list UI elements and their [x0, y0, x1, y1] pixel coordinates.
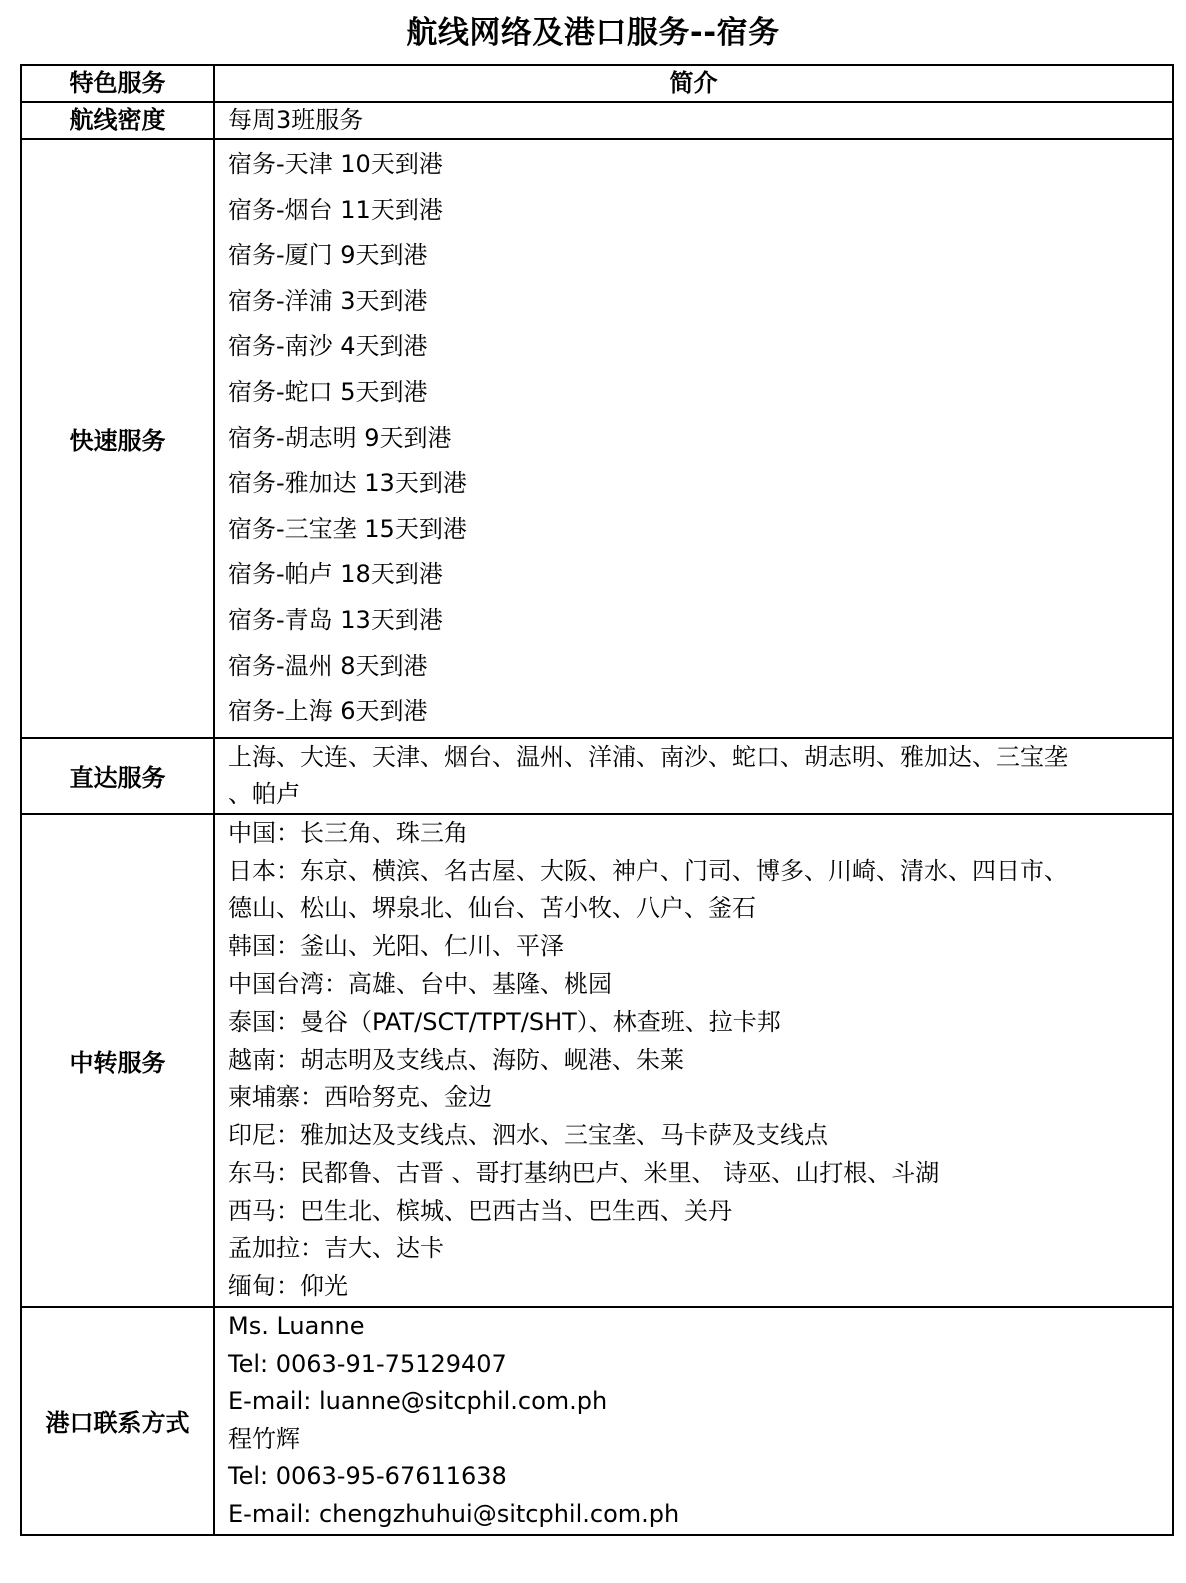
direct-service-list — [214, 738, 1173, 814]
route-density-text: 每周3班服务 — [214, 102, 1173, 139]
document-title: 航线网络及港口服务--宿务 — [406, 15, 780, 51]
express-service-list — [214, 139, 1173, 738]
list-item: 柬埔寨：西哈努克、金边 — [228, 1083, 492, 1112]
service-table — [20, 64, 1174, 1536]
list-item: 宿务-蛇口 5天到港 — [228, 377, 428, 406]
row-label-direct-service: 直达服务 — [21, 738, 214, 814]
list-item: 宿务-天津 10天到港 — [228, 150, 443, 178]
list-item: 泰国：曼谷（PAT/SCT/TPT/SHT）、林查班、拉卡邦 — [228, 1007, 781, 1036]
list-item: 韩国：釜山、光阳、仁川、平泽 — [228, 932, 564, 961]
contact-email: E-mail: chengzhuhui@sitcphil.com.ph — [228, 1500, 680, 1529]
list-item: 东马：民都鲁、古晋 、哥打基纳巴卢、米里、 诗巫、山打根、斗湖 — [228, 1158, 940, 1187]
list-item: 缅甸：仰光 — [228, 1272, 348, 1301]
list-item: 宿务-南沙 4天到港 — [228, 332, 428, 361]
list-item: 日本：东京、横滨、名古屋、大阪、神户、门司、博多、川崎、清水、四日市、 — [228, 856, 1068, 885]
contact-phone: Tel: 0063-91-75129407 — [228, 1349, 507, 1378]
list-item: 宿务-雅加达 13天到港 — [228, 469, 467, 498]
transfer-service-list — [214, 814, 1173, 1307]
list-item: 宿务-三宝垄 15天到港 — [228, 514, 467, 543]
list-item: 宿务-帕卢 18天到港 — [228, 560, 443, 589]
list-item: 宿务-胡志明 9天到港 — [228, 423, 452, 452]
list-item: 宿务-烟台 11天到港 — [228, 195, 443, 224]
table-row-route-density — [21, 102, 1173, 139]
list-item: 中国：长三角、珠三角 — [228, 818, 468, 847]
table-row-express-service — [21, 139, 1173, 738]
list-item: 宿务-厦门 9天到港 — [228, 241, 428, 270]
list-item: 德山、松山、堺泉北、仙台、苫小牧、八户、釜石 — [228, 894, 756, 923]
header-feature-service: 特色服务 — [21, 65, 214, 102]
list-item: 上海、大连、天津、烟台、温州、洋浦、南沙、蛇口、胡志明、雅加达、三宝垄 — [228, 742, 1068, 771]
row-label-express-service: 快速服务 — [21, 139, 214, 738]
list-item: 越南：胡志明及支线点、海防、岘港、朱莱 — [228, 1045, 684, 1074]
list-item: 中国台湾：高雄、台中、基隆、桃园 — [228, 969, 612, 998]
contact-email: E-mail: luanne@sitcphil.com.ph — [228, 1387, 608, 1416]
table-row-transfer-service — [21, 814, 1173, 1307]
list-item: 宿务-温州 8天到港 — [228, 651, 428, 680]
list-item: 宿务-上海 6天到港 — [228, 697, 428, 726]
table-row-port-contact — [21, 1307, 1173, 1535]
list-item: 、帕卢 — [228, 779, 300, 808]
list-item: 印尼：雅加达及支线点、泗水、三宝垄、马卡萨及支线点 — [228, 1121, 828, 1150]
contact-phone: Tel: 0063-95-67611638 — [228, 1462, 507, 1491]
list-item: 宿务-洋浦 3天到港 — [228, 286, 428, 315]
table-header-row — [21, 65, 1173, 102]
port-contact-list — [214, 1307, 1173, 1535]
list-item: 孟加拉：吉大、达卡 — [228, 1234, 444, 1263]
table-row-direct-service — [21, 738, 1173, 814]
row-label-route-density: 航线密度 — [21, 102, 214, 139]
contact-name: Ms. Luanne — [228, 1312, 365, 1341]
list-item: 西马：巴生北、槟城、巴西古当、巴生西、关丹 — [228, 1196, 732, 1225]
list-item: 宿务-青岛 13天到港 — [228, 605, 443, 634]
row-label-port-contact: 港口联系方式 — [21, 1307, 214, 1535]
row-label-transfer-service: 中转服务 — [21, 814, 214, 1307]
contact-name: 程竹辉 — [228, 1424, 300, 1453]
header-description: 简介 — [214, 65, 1173, 102]
